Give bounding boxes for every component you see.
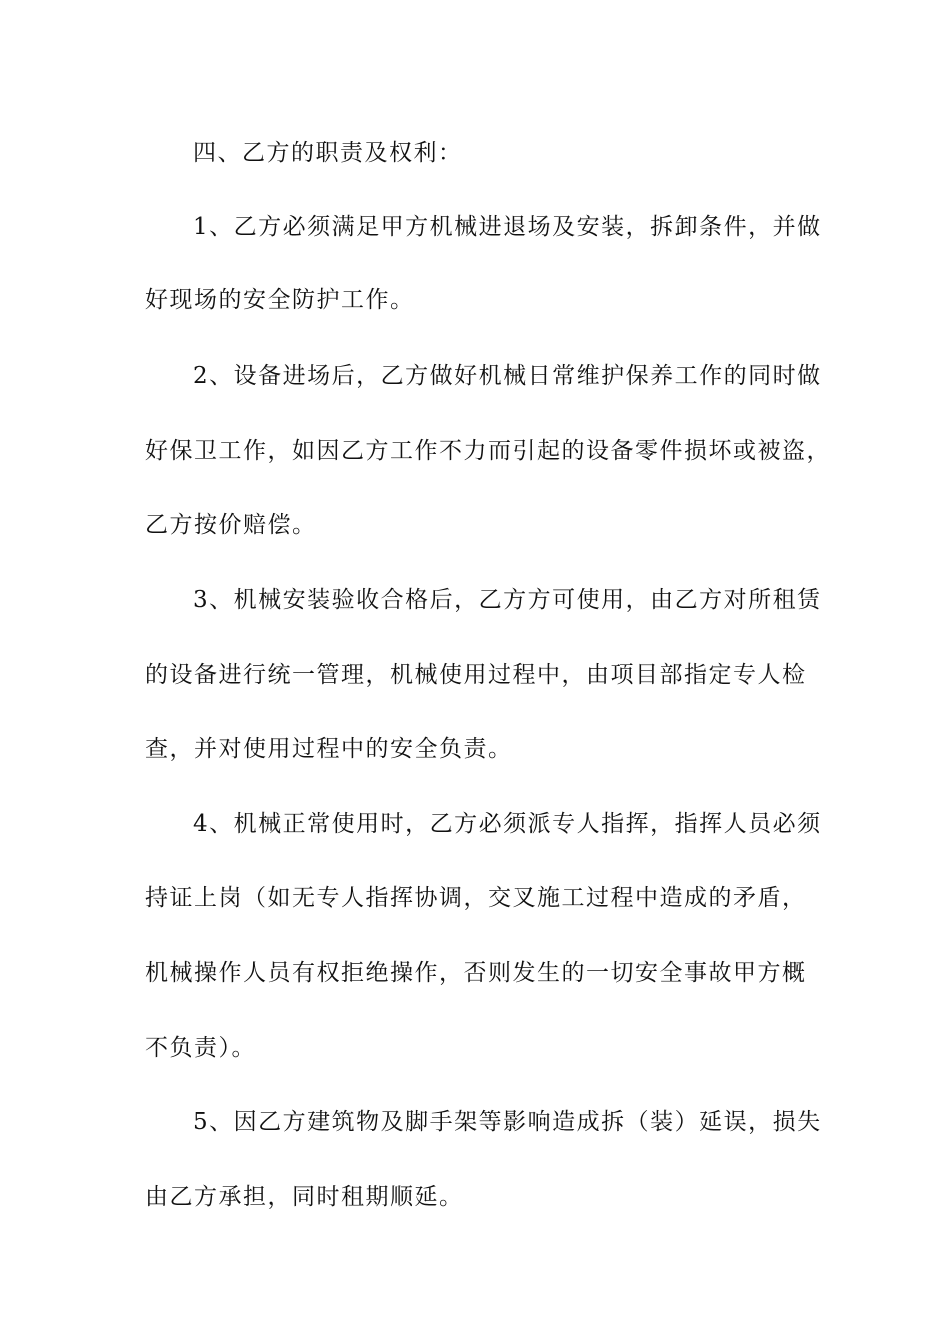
paragraph-line: 好保卫工作，如因乙方工作不力而引起的设备零件损坏或被盗， (145, 438, 831, 464)
section-heading: 四、乙方的职责及权利： (193, 140, 463, 166)
paragraph-line: 持证上岗（如无专人指挥协调，交叉施工过程中造成的矛盾， (145, 885, 807, 911)
paragraph-line: 乙方按价赔偿。 (145, 512, 317, 538)
paragraph-line: 机械操作人员有权拒绝操作，否则发生的一切安全事故甲方概 (145, 960, 807, 986)
paragraph-line: 查，并对使用过程中的安全负责。 (145, 736, 513, 762)
paragraph-line: 的设备进行统一管理，机械使用过程中，由项目部指定专人检 (145, 662, 807, 688)
paragraph-line: 1、乙方必须满足甲方机械进退场及安装，拆卸条件，并做 (193, 214, 822, 240)
paragraph-line: 4、机械正常使用时，乙方必须派专人指挥，指挥人员必须 (193, 811, 822, 837)
paragraph-line: 5、因乙方建筑物及脚手架等影响造成拆（装）延误，损失 (193, 1109, 822, 1135)
paragraph-line: 2、设备进场后，乙方做好机械日常维护保养工作的同时做 (193, 363, 822, 389)
paragraph-line: 3、机械安装验收合格后，乙方方可使用，由乙方对所租赁 (193, 587, 822, 613)
paragraph-line: 不负责）。 (145, 1035, 256, 1061)
paragraph-line: 由乙方承担，同时租期顺延。 (145, 1184, 464, 1210)
paragraph-line: 好现场的安全防护工作。 (145, 287, 415, 313)
